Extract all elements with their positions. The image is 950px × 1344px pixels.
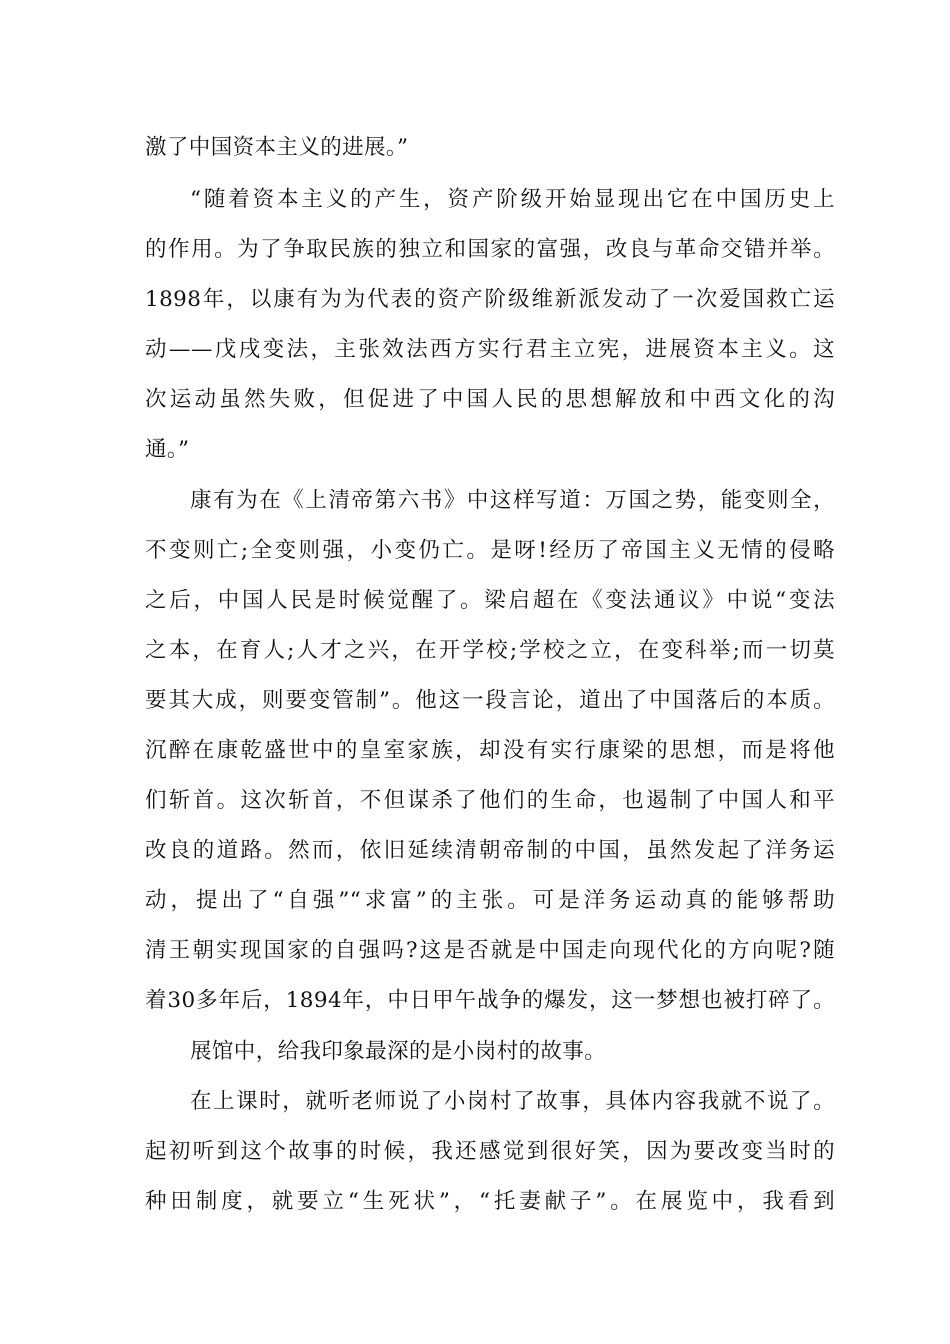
- text-line: 改良的道路。然而，依旧延续清朝帝制的中国，虽然发起了洋务运: [145, 838, 835, 863]
- text-line: 展馆中，给我印象最深的是小岗村的故事。: [190, 1039, 607, 1064]
- text-line: 康有为在《上清帝第六书》中这样写道：万国之势，能变则全，: [190, 488, 835, 513]
- text-line: 沉醉在康乾盛世中的皇室家族，却没有实行康梁的思想，而是将他: [145, 738, 835, 763]
- text-line: 起初听到这个故事的时候，我还感觉到很好笑，因为要改变当时的: [145, 1139, 835, 1164]
- text-line: 的作用。为了争取民族的独立和国家的富强，改良与革命交错并举。: [145, 237, 835, 262]
- text-line: 种田制度，就要立“生死状”，“托妻献子”。在展览中，我看到: [145, 1189, 835, 1214]
- text-line: 着30多年后，1894年，中日甲午战争的爆发，这一梦想也被打碎了。: [145, 988, 835, 1013]
- text-line: 1898年，以康有为为代表的资产阶级维新派发动了一次爱国救亡运: [145, 287, 835, 312]
- text-line: 次运动虽然失败，但促进了中国人民的思想解放和中西文化的沟: [145, 387, 835, 412]
- text-line: 之本，在育人;人才之兴，在开学校;学校之立，在变科举;而一切莫: [145, 638, 835, 663]
- text-line: 要其大成，则要变管制”。他这一段言论，道出了中国落后的本质。: [145, 688, 835, 713]
- text-line: 之后，中国人民是时候觉醒了。梁启超在《变法通议》中说“变法: [145, 588, 835, 613]
- text-line: 动——戊戌变法，主张效法西方实行君主立宪，进展资本主义。这: [145, 337, 835, 362]
- text-line: 在上课时，就听老师说了小岗村了故事，具体内容我就不说了。: [190, 1089, 835, 1114]
- text-line: 通。”: [145, 437, 190, 462]
- text-line: “随着资本主义的产生，资产阶级开始显现出它在中国历史上: [190, 187, 835, 212]
- text-line: 激了中国资本主义的进展。”: [145, 135, 409, 160]
- text-line: 们斩首。这次斩首，不但谋杀了他们的生命，也遏制了中国人和平: [145, 788, 835, 813]
- text-line: 动，提出了“自强”“求富”的主张。可是洋务运动真的能够帮助: [145, 888, 835, 913]
- text-line: 清王朝实现国家的自强吗?这是否就是中国走向现代化的方向呢?随: [145, 938, 835, 963]
- text-line: 不变则亡;全变则强，小变仍亡。是呀!经历了帝国主义无情的侵略: [145, 538, 835, 563]
